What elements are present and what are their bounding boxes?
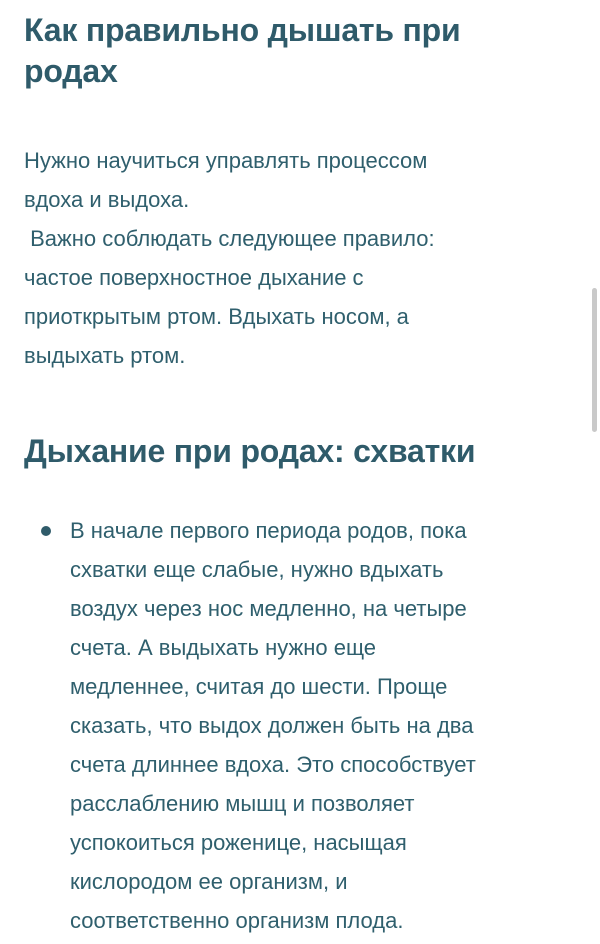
- vertical-scrollbar[interactable]: [592, 288, 597, 432]
- intro-line: Важно соблюдать следующее правило:: [24, 226, 435, 251]
- section-heading: Дыхание при родах: схватки: [24, 433, 476, 469]
- list-item-line: В начале первого периода родов, пока: [70, 518, 467, 543]
- list-item-line: соответственно организм плода.: [70, 908, 404, 933]
- intro-paragraph: [24, 141, 564, 375]
- bullet-dot-icon: [41, 526, 51, 536]
- list-item-line: счета. А выдыхать нужно еще: [70, 635, 377, 660]
- list-item-line: успокоиться роженице, насыщая: [70, 830, 407, 855]
- intro-line: приоткрытым ртом. Вдыхать носом, а: [24, 304, 409, 329]
- list-item-line: сказать, что выдох должен быть на два: [70, 713, 474, 738]
- list-item-line: схватки еще слабые, нужно вдыхать: [70, 557, 444, 582]
- intro-line: Нужно научиться управлять процессом: [24, 148, 428, 173]
- list-item-line: расслаблению мышц и позволяет: [70, 791, 415, 816]
- page-title: [24, 10, 584, 92]
- intro-line: частое поверхностное дыхание с: [24, 265, 364, 290]
- list-item-line: воздух через нос медленно, на четыре: [70, 596, 467, 621]
- list-item-line: счета длиннее вдоха. Это способствует: [70, 752, 476, 777]
- list-item-text: [70, 511, 590, 940]
- page-title-line: родах: [24, 53, 118, 89]
- intro-line: вдоха и выдоха.: [24, 187, 190, 212]
- intro-line: выдыхать ртом.: [24, 343, 186, 368]
- list-item-line: медленнее, считая до шести. Проще: [70, 674, 448, 699]
- list-item-line: кислородом ее организм, и: [70, 869, 348, 894]
- page-title-line: Как правильно дышать при: [24, 12, 461, 48]
